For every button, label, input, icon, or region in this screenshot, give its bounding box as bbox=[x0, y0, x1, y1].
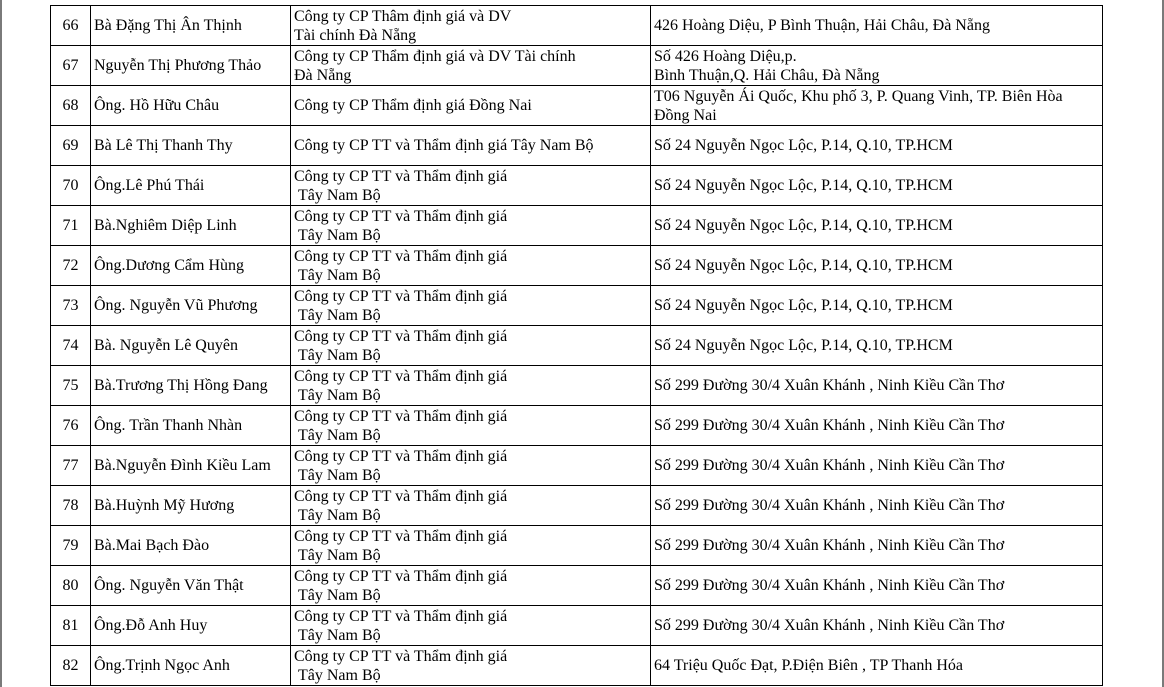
company-name bbox=[291, 326, 651, 366]
company-name-line: Tây Nam Bộ bbox=[298, 306, 381, 324]
company-address-line: Số 24 Nguyễn Ngọc Lộc, P.14, Q.10, TP.HCM bbox=[654, 297, 953, 314]
table-row bbox=[51, 326, 1103, 366]
company-name-line: Tây Nam Bộ bbox=[298, 546, 381, 564]
table-row bbox=[51, 606, 1103, 646]
person-name: Ông.Trịnh Ngọc Anh bbox=[91, 646, 291, 686]
company-name-line: Công ty CP TT và Thẩm định giá bbox=[294, 527, 508, 545]
company-name-line: Công ty CP TT và Thẩm định giá bbox=[294, 367, 508, 385]
row-number: 68 bbox=[51, 86, 91, 126]
row-number: 77 bbox=[51, 446, 91, 486]
company-address bbox=[651, 126, 1103, 166]
company-address-line: Đồng Nai bbox=[654, 106, 717, 124]
company-name-line: Công ty CP Thâm định giá và DV bbox=[294, 7, 512, 25]
company-name-line: Tây Nam Bộ bbox=[298, 386, 381, 404]
company-name bbox=[291, 366, 651, 406]
company-name-line: Công ty CP Thẩm định giá và DV Tài chính bbox=[294, 47, 576, 65]
company-address-line: 64 Triệu Quốc Đạt, P.Điện Biên , TP Thanh Hóa bbox=[654, 657, 964, 674]
company-address bbox=[651, 446, 1103, 486]
company-name-line: Công ty CP TT và Thẩm định giá bbox=[294, 567, 508, 585]
row-number: 80 bbox=[51, 566, 91, 606]
person-name: Bà Đặng Thị Ân Thịnh bbox=[91, 6, 291, 46]
company-address-line: Số 299 Đường 30/4 Xuân Khánh , Ninh Kiều Cần Thơ bbox=[654, 377, 1005, 394]
company-address bbox=[651, 486, 1103, 526]
company-address-line: Số 299 Đường 30/4 Xuân Khánh , Ninh Kiều Cần Thơ bbox=[654, 417, 1005, 434]
company-name-line: Tây Nam Bộ bbox=[298, 506, 381, 524]
company-name-line: Tây Nam Bộ bbox=[298, 266, 381, 284]
row-number: 76 bbox=[51, 406, 91, 446]
company-name-line: Tây Nam Bộ bbox=[298, 346, 381, 364]
table-row bbox=[51, 6, 1103, 46]
table-row bbox=[51, 526, 1103, 566]
company-name-line: Công ty CP TT và Thẩm định giá bbox=[294, 487, 508, 505]
person-name: Bà.Nghiêm Diệp Linh bbox=[91, 206, 291, 246]
company-address-line: Bình Thuận,Q. Hải Châu, Đà Nẵng bbox=[654, 66, 880, 84]
company-name-line: Đà Nẵng bbox=[294, 66, 352, 84]
company-name bbox=[291, 86, 651, 126]
person-name: Bà.Nguyễn Đình Kiều Lam bbox=[91, 446, 291, 486]
company-name bbox=[291, 646, 651, 686]
company-name-line: Công ty CP Thẩm định giá Đồng Nai bbox=[294, 97, 532, 114]
row-number: 67 bbox=[51, 46, 91, 86]
person-name: Ông. Nguyễn Văn Thật bbox=[91, 566, 291, 606]
company-address bbox=[651, 286, 1103, 326]
row-number: 73 bbox=[51, 286, 91, 326]
table-row bbox=[51, 446, 1103, 486]
appraiser-table bbox=[50, 5, 1103, 686]
company-name-line: Tây Nam Bộ bbox=[298, 186, 381, 204]
company-name bbox=[291, 566, 651, 606]
person-name: Ông. Hồ Hữu Châu bbox=[91, 86, 291, 126]
company-address-line: T06 Nguyễn Ái Quốc, Khu phố 3, P. Quang Vinh, TP. Biên Hòa bbox=[654, 87, 1063, 105]
company-name-line: Công ty CP TT và Thẩm định giá Tây Nam Bộ bbox=[294, 137, 594, 154]
row-number: 66 bbox=[51, 6, 91, 46]
company-name bbox=[291, 126, 651, 166]
table-row bbox=[51, 406, 1103, 446]
row-number: 69 bbox=[51, 126, 91, 166]
row-number: 72 bbox=[51, 246, 91, 286]
company-name-line: Tây Nam Bộ bbox=[298, 226, 381, 244]
company-address-line: Số 24 Nguyễn Ngọc Lộc, P.14, Q.10, TP.HCM bbox=[654, 337, 953, 354]
row-number: 78 bbox=[51, 486, 91, 526]
person-name: Ông. Nguyễn Vũ Phương bbox=[91, 286, 291, 326]
company-name-line: Tài chính Đà Nẵng bbox=[294, 26, 417, 44]
company-name bbox=[291, 286, 651, 326]
person-name: Bà Lê Thị Thanh Thy bbox=[91, 126, 291, 166]
company-name bbox=[291, 606, 651, 646]
company-address bbox=[651, 646, 1103, 686]
company-address-line: Số 299 Đường 30/4 Xuân Khánh , Ninh Kiều Cần Thơ bbox=[654, 577, 1005, 594]
company-address bbox=[651, 566, 1103, 606]
company-address-line: Số 299 Đường 30/4 Xuân Khánh , Ninh Kiều Cần Thơ bbox=[654, 537, 1005, 554]
row-number: 74 bbox=[51, 326, 91, 366]
company-name bbox=[291, 446, 651, 486]
company-address bbox=[651, 326, 1103, 366]
person-name: Ông. Trần Thanh Nhàn bbox=[91, 406, 291, 446]
company-address bbox=[651, 86, 1103, 126]
person-name: Bà. Nguyễn Lê Quyên bbox=[91, 326, 291, 366]
company-name bbox=[291, 246, 651, 286]
person-name: Ông.Đỗ Anh Huy bbox=[91, 606, 291, 646]
company-address-line: Số 426 Hoàng Diệu,p. bbox=[654, 47, 797, 65]
company-name bbox=[291, 6, 651, 46]
company-address-line: Số 299 Đường 30/4 Xuân Khánh , Ninh Kiều Cần Thơ bbox=[654, 457, 1005, 474]
person-name: Bà.Mai Bạch Đào bbox=[91, 526, 291, 566]
company-name bbox=[291, 46, 651, 86]
company-address bbox=[651, 526, 1103, 566]
company-address-line: Số 24 Nguyễn Ngọc Lộc, P.14, Q.10, TP.HCM bbox=[654, 217, 953, 234]
table-row bbox=[51, 166, 1103, 206]
company-address bbox=[651, 166, 1103, 206]
person-name: Bà.Huỳnh Mỹ Hương bbox=[91, 486, 291, 526]
company-name-line: Công ty CP TT và Thẩm định giá bbox=[294, 607, 508, 625]
company-name bbox=[291, 486, 651, 526]
table-row bbox=[51, 206, 1103, 246]
company-name-line: Công ty CP TT và Thẩm định giá bbox=[294, 647, 508, 665]
company-name-line: Công ty CP TT và Thẩm định giá bbox=[294, 247, 508, 265]
company-address bbox=[651, 366, 1103, 406]
company-address bbox=[651, 46, 1103, 86]
company-name-line: Công ty CP TT và Thẩm định giá bbox=[294, 167, 508, 185]
table-row bbox=[51, 646, 1103, 686]
table-row bbox=[51, 486, 1103, 526]
person-name: Ông.Lê Phú Thái bbox=[91, 166, 291, 206]
company-name-line: Tây Nam Bộ bbox=[298, 466, 381, 484]
table-body bbox=[51, 6, 1103, 686]
company-address bbox=[651, 246, 1103, 286]
table-row bbox=[51, 366, 1103, 406]
company-address bbox=[651, 206, 1103, 246]
company-address-line: Số 24 Nguyễn Ngọc Lộc, P.14, Q.10, TP.HCM bbox=[654, 257, 953, 274]
company-name-line: Công ty CP TT và Thẩm định giá bbox=[294, 327, 508, 345]
company-name-line: Công ty CP TT và Thẩm định giá bbox=[294, 407, 508, 425]
company-name-line: Công ty CP TT và Thẩm định giá bbox=[294, 207, 508, 225]
table-row bbox=[51, 126, 1103, 166]
row-number: 81 bbox=[51, 606, 91, 646]
company-address-line: 426 Hoàng Diệu, P Bình Thuận, Hải Châu, Đà Nẵng bbox=[654, 17, 990, 34]
company-address bbox=[651, 606, 1103, 646]
company-address-line: Số 24 Nguyễn Ngọc Lộc, P.14, Q.10, TP.HCM bbox=[654, 177, 953, 194]
company-name-line: Công ty CP TT và Thẩm định giá bbox=[294, 287, 508, 305]
company-name-line: Công ty CP TT và Thẩm định giá bbox=[294, 447, 508, 465]
row-number: 71 bbox=[51, 206, 91, 246]
row-number: 82 bbox=[51, 646, 91, 686]
company-name bbox=[291, 406, 651, 446]
page-edge-left bbox=[0, 0, 2, 687]
company-name-line: Tây Nam Bộ bbox=[298, 666, 381, 684]
company-name bbox=[291, 526, 651, 566]
company-address-line: Số 299 Đường 30/4 Xuân Khánh , Ninh Kiều Cần Thơ bbox=[654, 497, 1005, 514]
company-address-line: Số 24 Nguyễn Ngọc Lộc, P.14, Q.10, TP.HCM bbox=[654, 137, 953, 154]
company-name-line: Tây Nam Bộ bbox=[298, 626, 381, 644]
company-name bbox=[291, 166, 651, 206]
company-address bbox=[651, 6, 1103, 46]
row-number: 70 bbox=[51, 166, 91, 206]
person-name: Bà.Trương Thị Hồng Đang bbox=[91, 366, 291, 406]
company-name-line: Tây Nam Bộ bbox=[298, 426, 381, 444]
company-name bbox=[291, 206, 651, 246]
table-row bbox=[51, 566, 1103, 606]
table-row bbox=[51, 286, 1103, 326]
row-number: 75 bbox=[51, 366, 91, 406]
person-name: Nguyễn Thị Phương Thảo bbox=[91, 46, 291, 86]
company-address bbox=[651, 406, 1103, 446]
table-row bbox=[51, 246, 1103, 286]
person-name: Ông.Dương Cẩm Hùng bbox=[91, 246, 291, 286]
row-number: 79 bbox=[51, 526, 91, 566]
company-name-line: Tây Nam Bộ bbox=[298, 586, 381, 604]
table-row bbox=[51, 86, 1103, 126]
company-address-line: Số 299 Đường 30/4 Xuân Khánh , Ninh Kiều Cần Thơ bbox=[654, 617, 1005, 634]
table-row bbox=[51, 46, 1103, 86]
